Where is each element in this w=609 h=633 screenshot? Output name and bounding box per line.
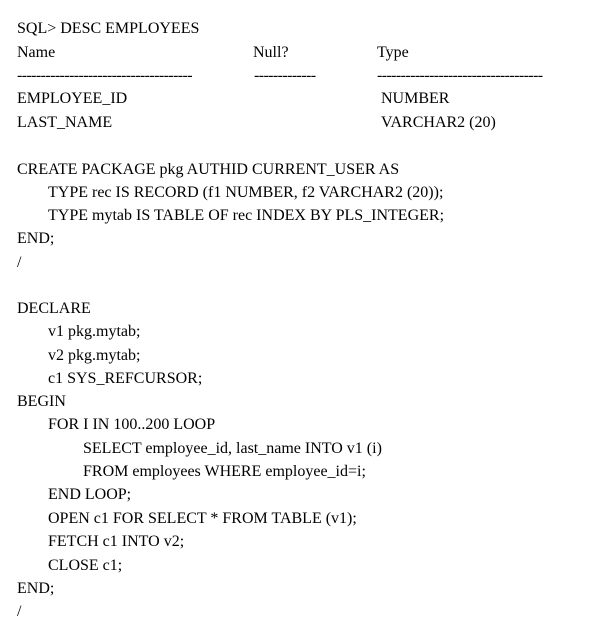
code-line: TYPE mytab IS TABLE OF rec INDEX BY PLS_INTEGER; bbox=[48, 207, 445, 224]
desc-row-name: LAST_NAME bbox=[17, 114, 113, 131]
code-line: v1 pkg.mytab; bbox=[48, 323, 141, 340]
column-header-null: Null? bbox=[253, 44, 289, 61]
code-line: END LOOP; bbox=[48, 486, 132, 503]
dash-separator-type: ----------------------------------- bbox=[377, 67, 543, 84]
code-line: FROM employees WHERE employee_id=i; bbox=[83, 463, 366, 480]
desc-command: SQL> DESC EMPLOYEES bbox=[17, 20, 200, 37]
code-line: c1 SYS_REFCURSOR; bbox=[48, 370, 203, 387]
desc-row-type: NUMBER bbox=[381, 90, 450, 107]
code-line: END; bbox=[17, 580, 55, 597]
column-header-name: Name bbox=[17, 44, 56, 61]
code-line: END; bbox=[17, 230, 55, 247]
dash-separator-name: ------------------------------------- bbox=[17, 67, 192, 84]
code-line: FETCH c1 INTO v2; bbox=[48, 533, 185, 550]
code-line: TYPE rec IS RECORD (f1 NUMBER, f2 VARCHAR2 (20)); bbox=[48, 184, 444, 201]
code-line: SELECT employee_id, last_name INTO v1 (i) bbox=[83, 440, 382, 457]
desc-row-type: VARCHAR2 (20) bbox=[381, 114, 496, 131]
dash-separator-null: ------------- bbox=[254, 67, 316, 84]
code-line: / bbox=[17, 254, 22, 271]
code-line: / bbox=[17, 603, 22, 620]
code-line: DECLARE bbox=[17, 300, 91, 317]
desc-row-name: EMPLOYEE_ID bbox=[17, 90, 128, 107]
code-line: FOR I IN 100..200 LOOP bbox=[48, 416, 216, 433]
column-header-type: Type bbox=[377, 44, 409, 61]
code-line: BEGIN bbox=[17, 393, 66, 410]
code-line: CREATE PACKAGE pkg AUTHID CURRENT_USER AS bbox=[17, 161, 400, 178]
code-line: v2 pkg.mytab; bbox=[48, 347, 141, 364]
code-line: OPEN c1 FOR SELECT * FROM TABLE (v1); bbox=[48, 510, 357, 527]
code-line: CLOSE c1; bbox=[48, 557, 123, 574]
